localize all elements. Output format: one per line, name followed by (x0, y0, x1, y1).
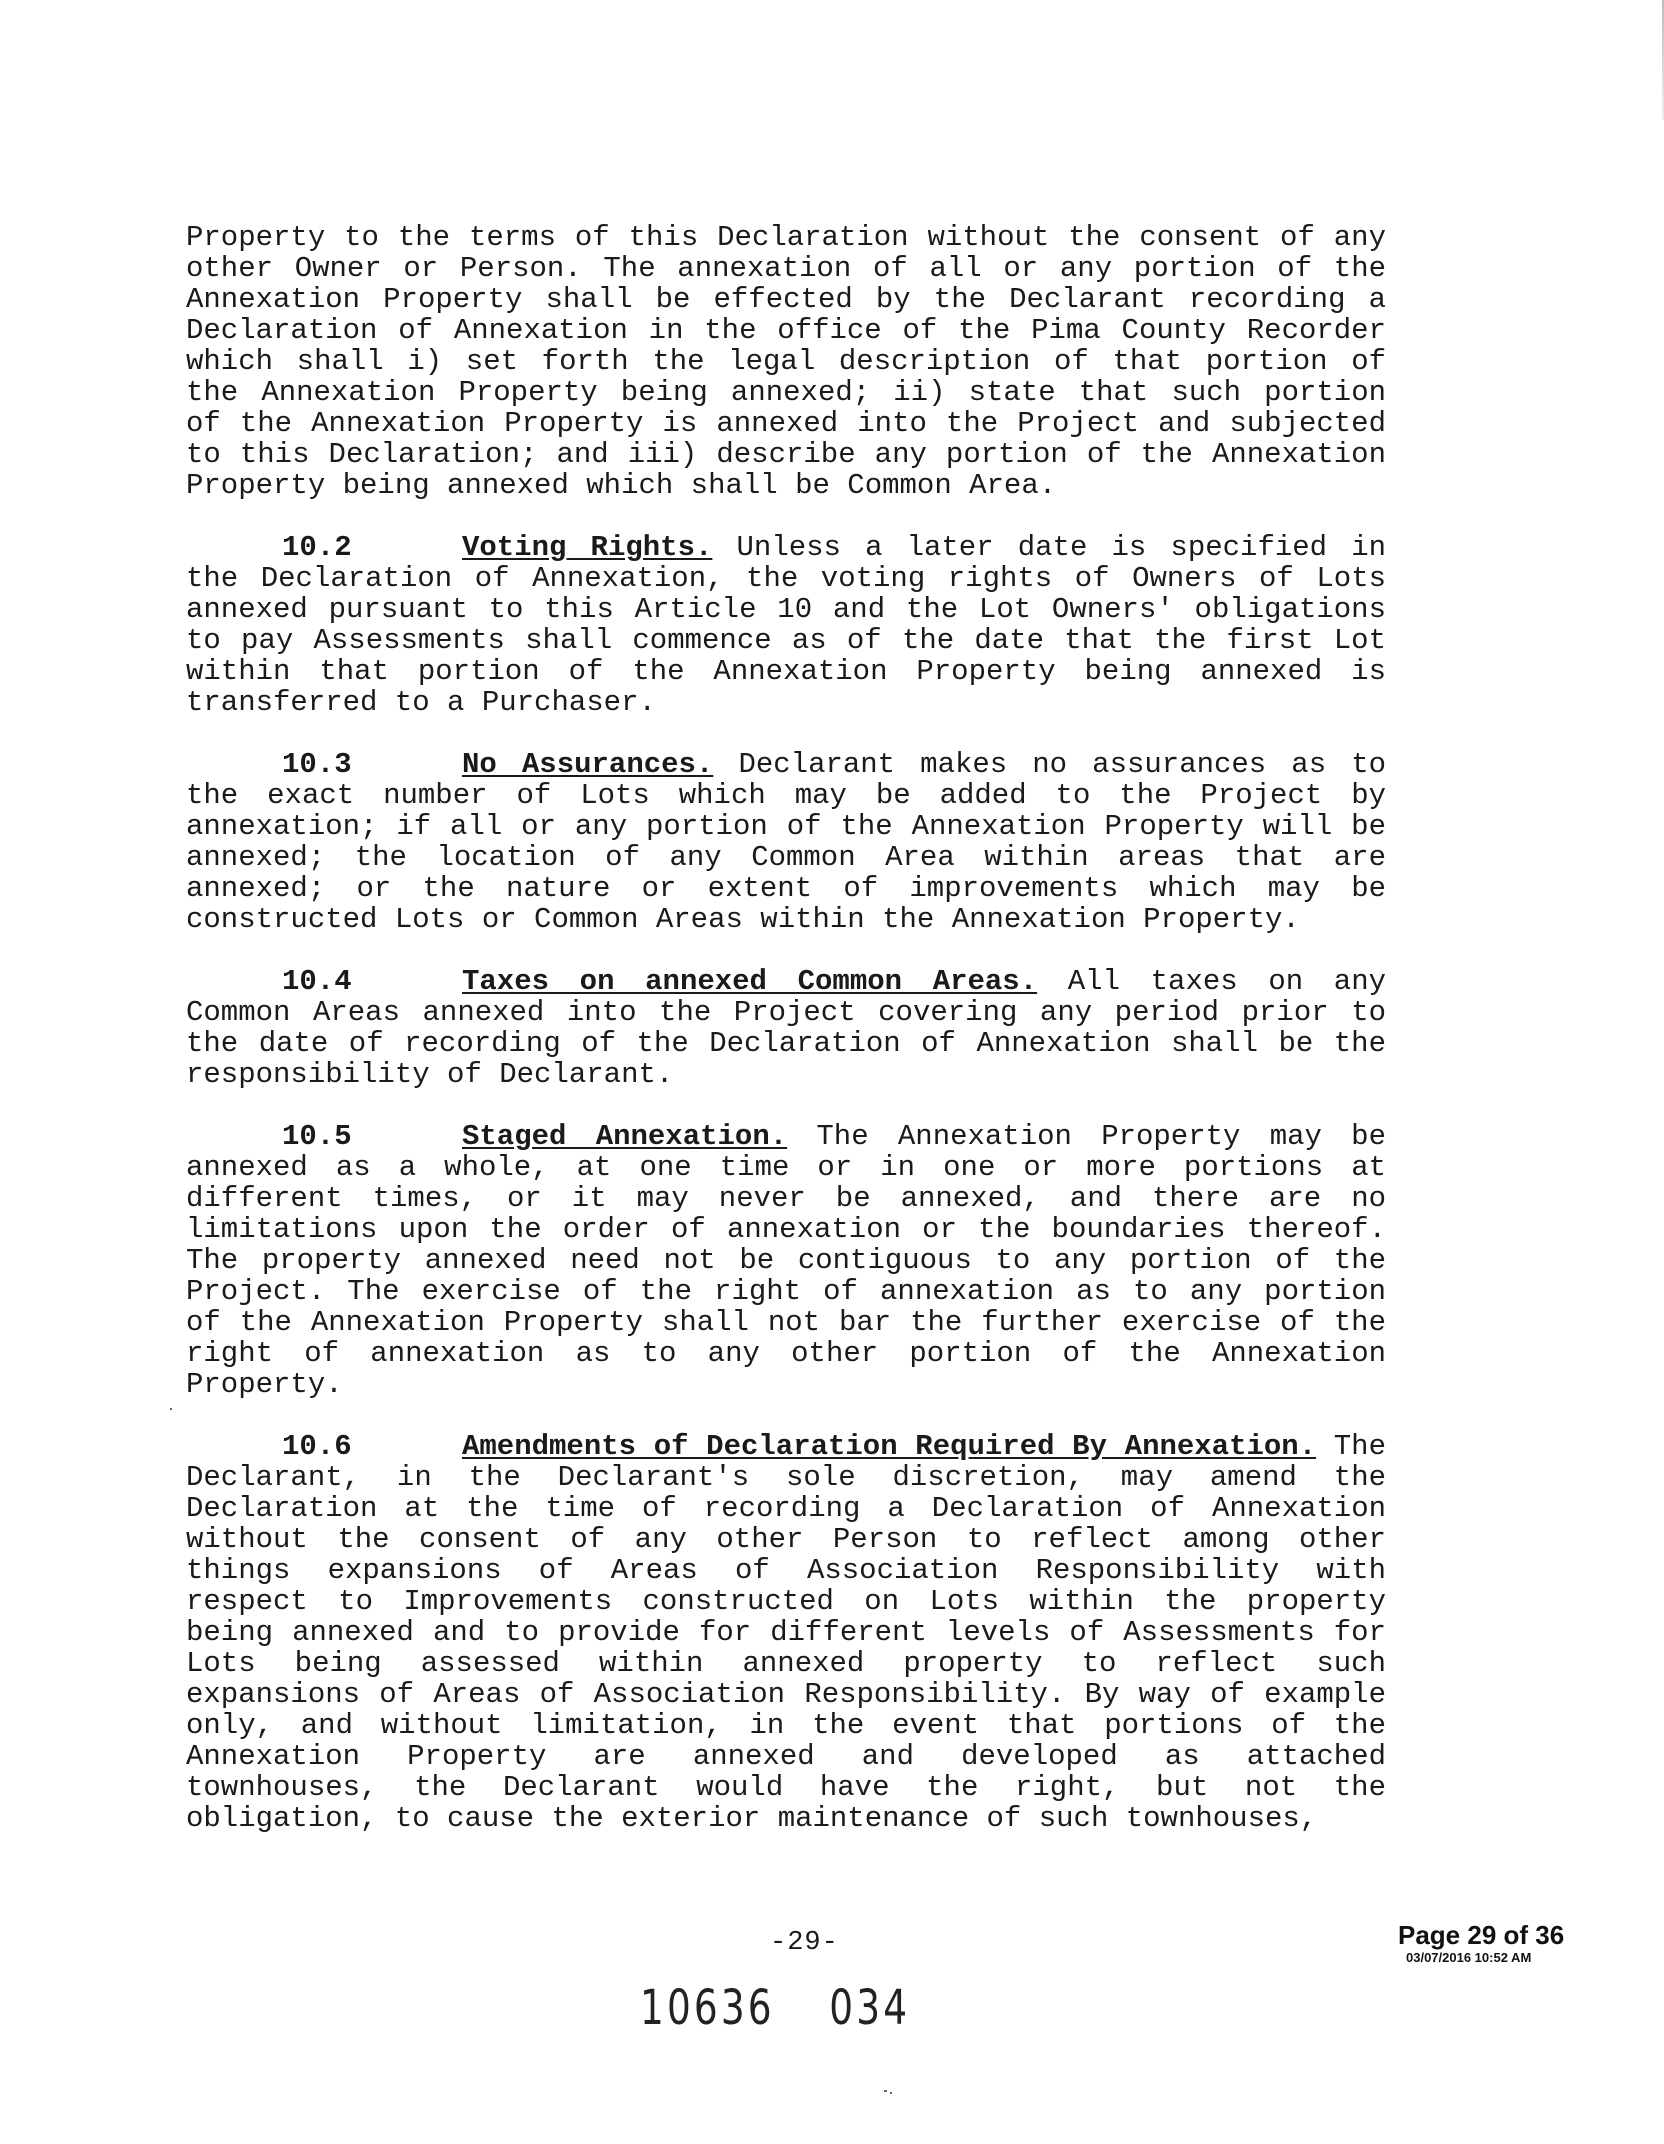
section-text: Unless a later date is specified in the Declaration of Annexation, the voting rights of Owners of Lots annexed pursuant to this Article 10 and the Lot Owners' obligations to pay Assessments shall commence as of the date that the first Lot within that portion of the Annexation Property being annexed is transferred to a Purchaser. (186, 531, 1386, 719)
book-page-stamp (640, 1980, 910, 2036)
stamp-datetime: 03/07/2016 10:52 AM (1406, 1950, 1532, 1965)
section-number: 10.3 (282, 748, 352, 781)
section-number: 10.4 (282, 965, 352, 998)
book-number: 10636 (640, 1980, 775, 2036)
section-number: 10.5 (282, 1120, 352, 1153)
section-title: Amendments of Declaration Required By Annexation. (462, 1430, 1317, 1463)
section-number: 10.2 (282, 531, 352, 564)
scan-speck (884, 2090, 887, 2092)
section-text: The Declarant, in the Declarant's sole discretion, may amend the Declaration at the time of recording a Declaration of Annexation without the consent of any other Person to reflect among other things expansions of Areas of Association Responsibility with respect to Improvements constructed on Lots within the property being annexed and to provide for different levels of Assessments for Lots being assessed within annexed property to reflect such expansions of Areas of Association Responsibility. By way of example only, and without limitation, in the event that portions of the Annexation Property are annexed and developed as attached townhouses, the Declarant would have the right, but not the obligation, to cause the exterior maintenance of such townhouses, (186, 1430, 1386, 1835)
scan-speck (890, 2092, 892, 2094)
section-10-4 (186, 966, 1386, 1090)
section-title: Staged Annexation. (462, 1120, 788, 1153)
section-text: The Annexation Property may be annexed as a whole, at one time or in one or more portions at different times, or it may never be annexed, and there are no limitations upon the order of annexation or the boundaries thereof. The property annexed need not be contiguous to any portion of the Project. The exercise of the right of annexation as to any portion of the Annexation Property shall not bar the further exercise of the right of annexation as to any other portion of the Annexation Property. (186, 1120, 1386, 1401)
section-title: Voting Rights. (462, 531, 713, 564)
section-title: No Assurances. (462, 748, 714, 781)
section-number: 10.6 (282, 1430, 352, 1463)
section-text: Declarant makes no assurances as to the exact number of Lots which may be added to the Project by annexation; if all or any portion of the Annexation Property will be annexed; the location of any Common Area within areas that are annexed; or the nature or extent of improvements which may be constructed Lots or Common Areas within the Annexation Property. (186, 748, 1387, 936)
section-10-3 (186, 749, 1386, 935)
scan-speck (170, 1408, 172, 1410)
document-body (186, 222, 1386, 1834)
section-10-2 (186, 532, 1386, 718)
stamp-page-count: Page 29 of 36 (1398, 1920, 1565, 1950)
section-text: All taxes on any Common Areas annexed into the Project covering any period prior to the date of recording of the Declaration of Annexation shall be the responsibility of Declarant. (186, 965, 1386, 1091)
page-number: -29- (770, 1928, 839, 1958)
recording-stamp (1398, 1920, 1564, 1966)
book-page-number: 034 (829, 1980, 911, 2036)
section-title: Taxes on annexed Common Areas. (462, 965, 1038, 998)
section-10-5 (186, 1121, 1386, 1400)
section-10-6 (186, 1431, 1386, 1834)
opening-paragraph: Property to the terms of this Declaration without the consent of any other Owner or Person. The annexation of all or any portion of the Annexation Property shall be effected by the Declarant recording a Declaration of Annexation in the office of the Pima County Recorder which shall i) set forth the legal description of that portion of the Annexation Property being annexed; ii) state that such portion of the Annexation Property is annexed into the Project and subjected to this Declaration; and iii) describe any portion of the Annexation Property being annexed which shall be Common Area. (186, 221, 1386, 502)
